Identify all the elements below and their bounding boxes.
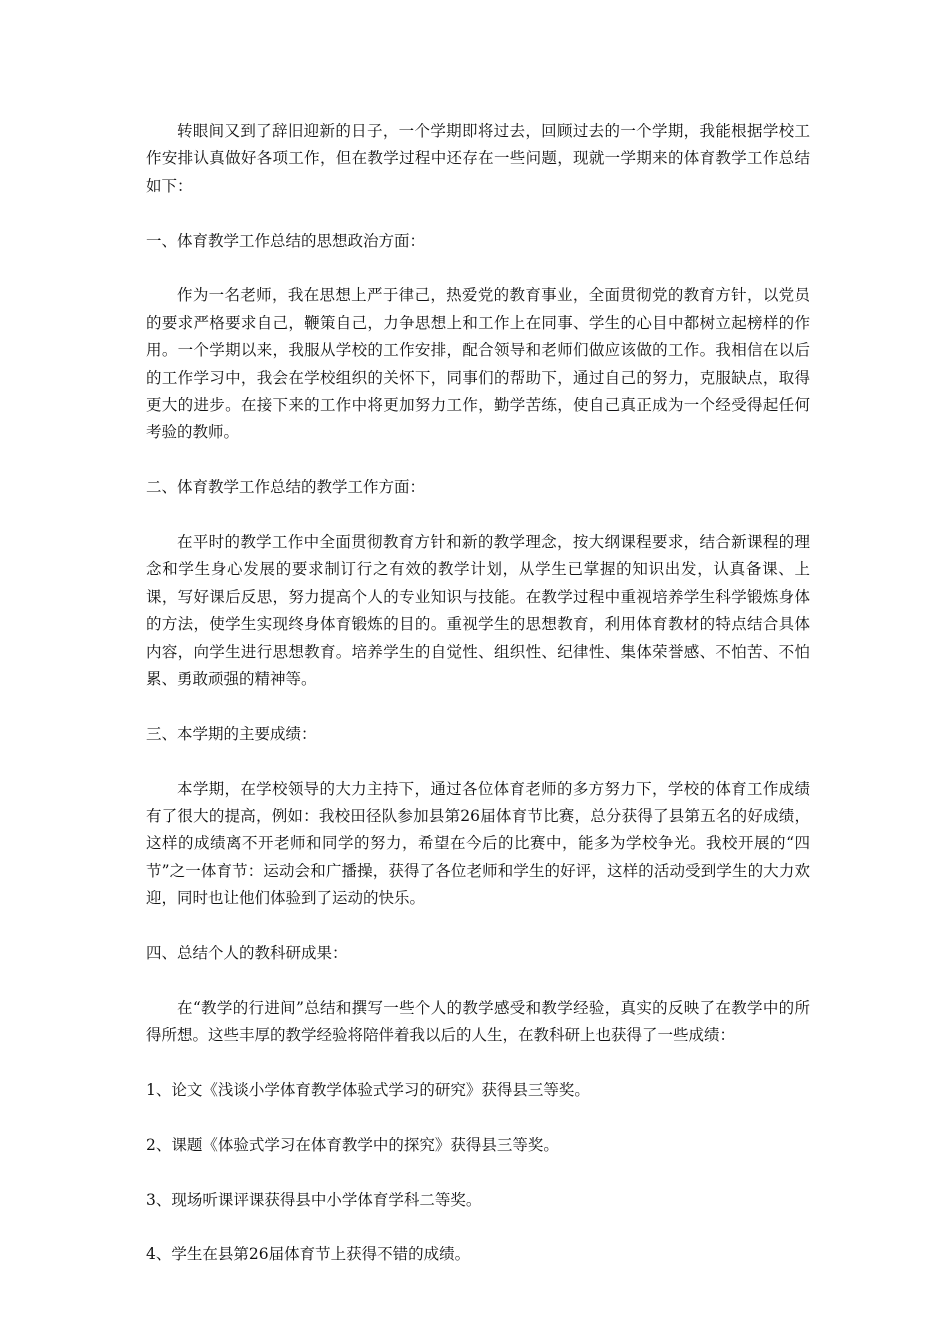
intro-paragraph: 转眼间又到了辞旧迎新的日子，一个学期即将过去，回顾过去的一个学期，我能根据学校工作安排认真做好各项工作，但在教学过程中还存在一些问题，现就一学期来的体育教学工作总结如下：: [146, 122, 810, 195]
paragraph-gap: [146, 913, 810, 940]
paragraph-gap: [146, 967, 810, 994]
achievement-item-3: 3、现场听课评课获得县中小学体育学科二等奖。: [146, 1190, 482, 1209]
section-body-4: 在“教学的行进间”总结和撰写一些个人的教学感受和教学经验，真实的反映了在教学中的所得所想。这些丰厚的教学经验将陪伴着我以后的人生，在教科研上也获得了一些成绩：: [146, 998, 810, 1045]
paragraph-gap: [146, 693, 810, 720]
paragraph-gap: [146, 748, 810, 775]
paragraph-gap: [146, 447, 810, 474]
section-heading-1: 一、体育教学工作总结的思想政治方面：: [146, 231, 426, 250]
paragraph-gap: [146, 1104, 810, 1131]
paragraph-gap: [146, 1159, 810, 1186]
paragraph-gap: [146, 200, 810, 227]
achievement-item-2: 2、课题《体验式学习在体育教学中的探究》获得县三等奖。: [146, 1135, 559, 1154]
achievement-item-4: 4、学生在县第26届体育节上获得不错的成绩。: [146, 1245, 471, 1264]
paragraph-gap: [146, 502, 810, 529]
section-heading-4: 四、总结个人的教科研成果：: [146, 944, 348, 963]
section-body-3: 本学期，在学校领导的大力主持下，通过各位体育老师的多方努力下，学校的体育工作成绩有了很大的提高，例如：我校田径队参加县第26届体育节比赛，总分获得了县第五名的好成绩，这样的成绩离不开老师和同学的努力，希望在今后的比赛中，能多为学校争光。我校开展的“四节”之一体育节：运动会和广播操，获得了各位老师和学生的好评，这样的活动受到学生的大力欢迎，同时也让他们体验到了运动的快乐。: [146, 779, 810, 908]
paragraph-gap: [146, 1214, 810, 1241]
section-body-1: 作为一名老师，我在思想上严于律己，热爱党的教育事业，全面贯彻党的教育方针，以党员的要求严格要求自己，鞭策自己，力争思想上和工作上在同事、学生的心目中都树立起榜样的作用。一个学期以来，我服从学校的工作安排，配合领导和老师们做应该做的工作。我相信在以后的工作学习中，我会在学校组织的关怀下，同事们的帮助下，通过自己的努力，克服缺点，取得更大的进步。在接下来的工作中将更加努力工作，勤学苦练，使自己真正成为一个经受得起任何考验的教师。: [146, 286, 810, 442]
paragraph-gap: [146, 255, 810, 282]
section-heading-2: 二、体育教学工作总结的教学工作方面：: [146, 478, 426, 497]
section-body-2: 在平时的教学工作中全面贯彻教育方针和新的教学理念，按大纲课程要求，结合新课程的理念和学生身心发展的要求制订行之有效的教学计划，从学生已掌握的知识出发，认真备课、上课，写好课后反思，努力提高个人的专业知识与技能。在教学过程中重视培养学生科学锻炼身体的方法，使学生实现终身体育锻炼的目的。重视学生的思想教育，利用体育教材的特点结合具体内容，向学生进行思想教育。培养学生的自觉性、组织性、纪律性、集体荣誉感、不怕苦、不怕累、勇敢顽强的精神等。: [146, 533, 810, 689]
paragraph-gap: [146, 1050, 810, 1077]
section-heading-3: 三、本学期的主要成绩：: [146, 724, 317, 743]
achievement-item-1: 1、论文《浅谈小学体育教学体验式学习的研究》获得县三等奖。: [146, 1081, 590, 1100]
document-body: [146, 118, 810, 1269]
